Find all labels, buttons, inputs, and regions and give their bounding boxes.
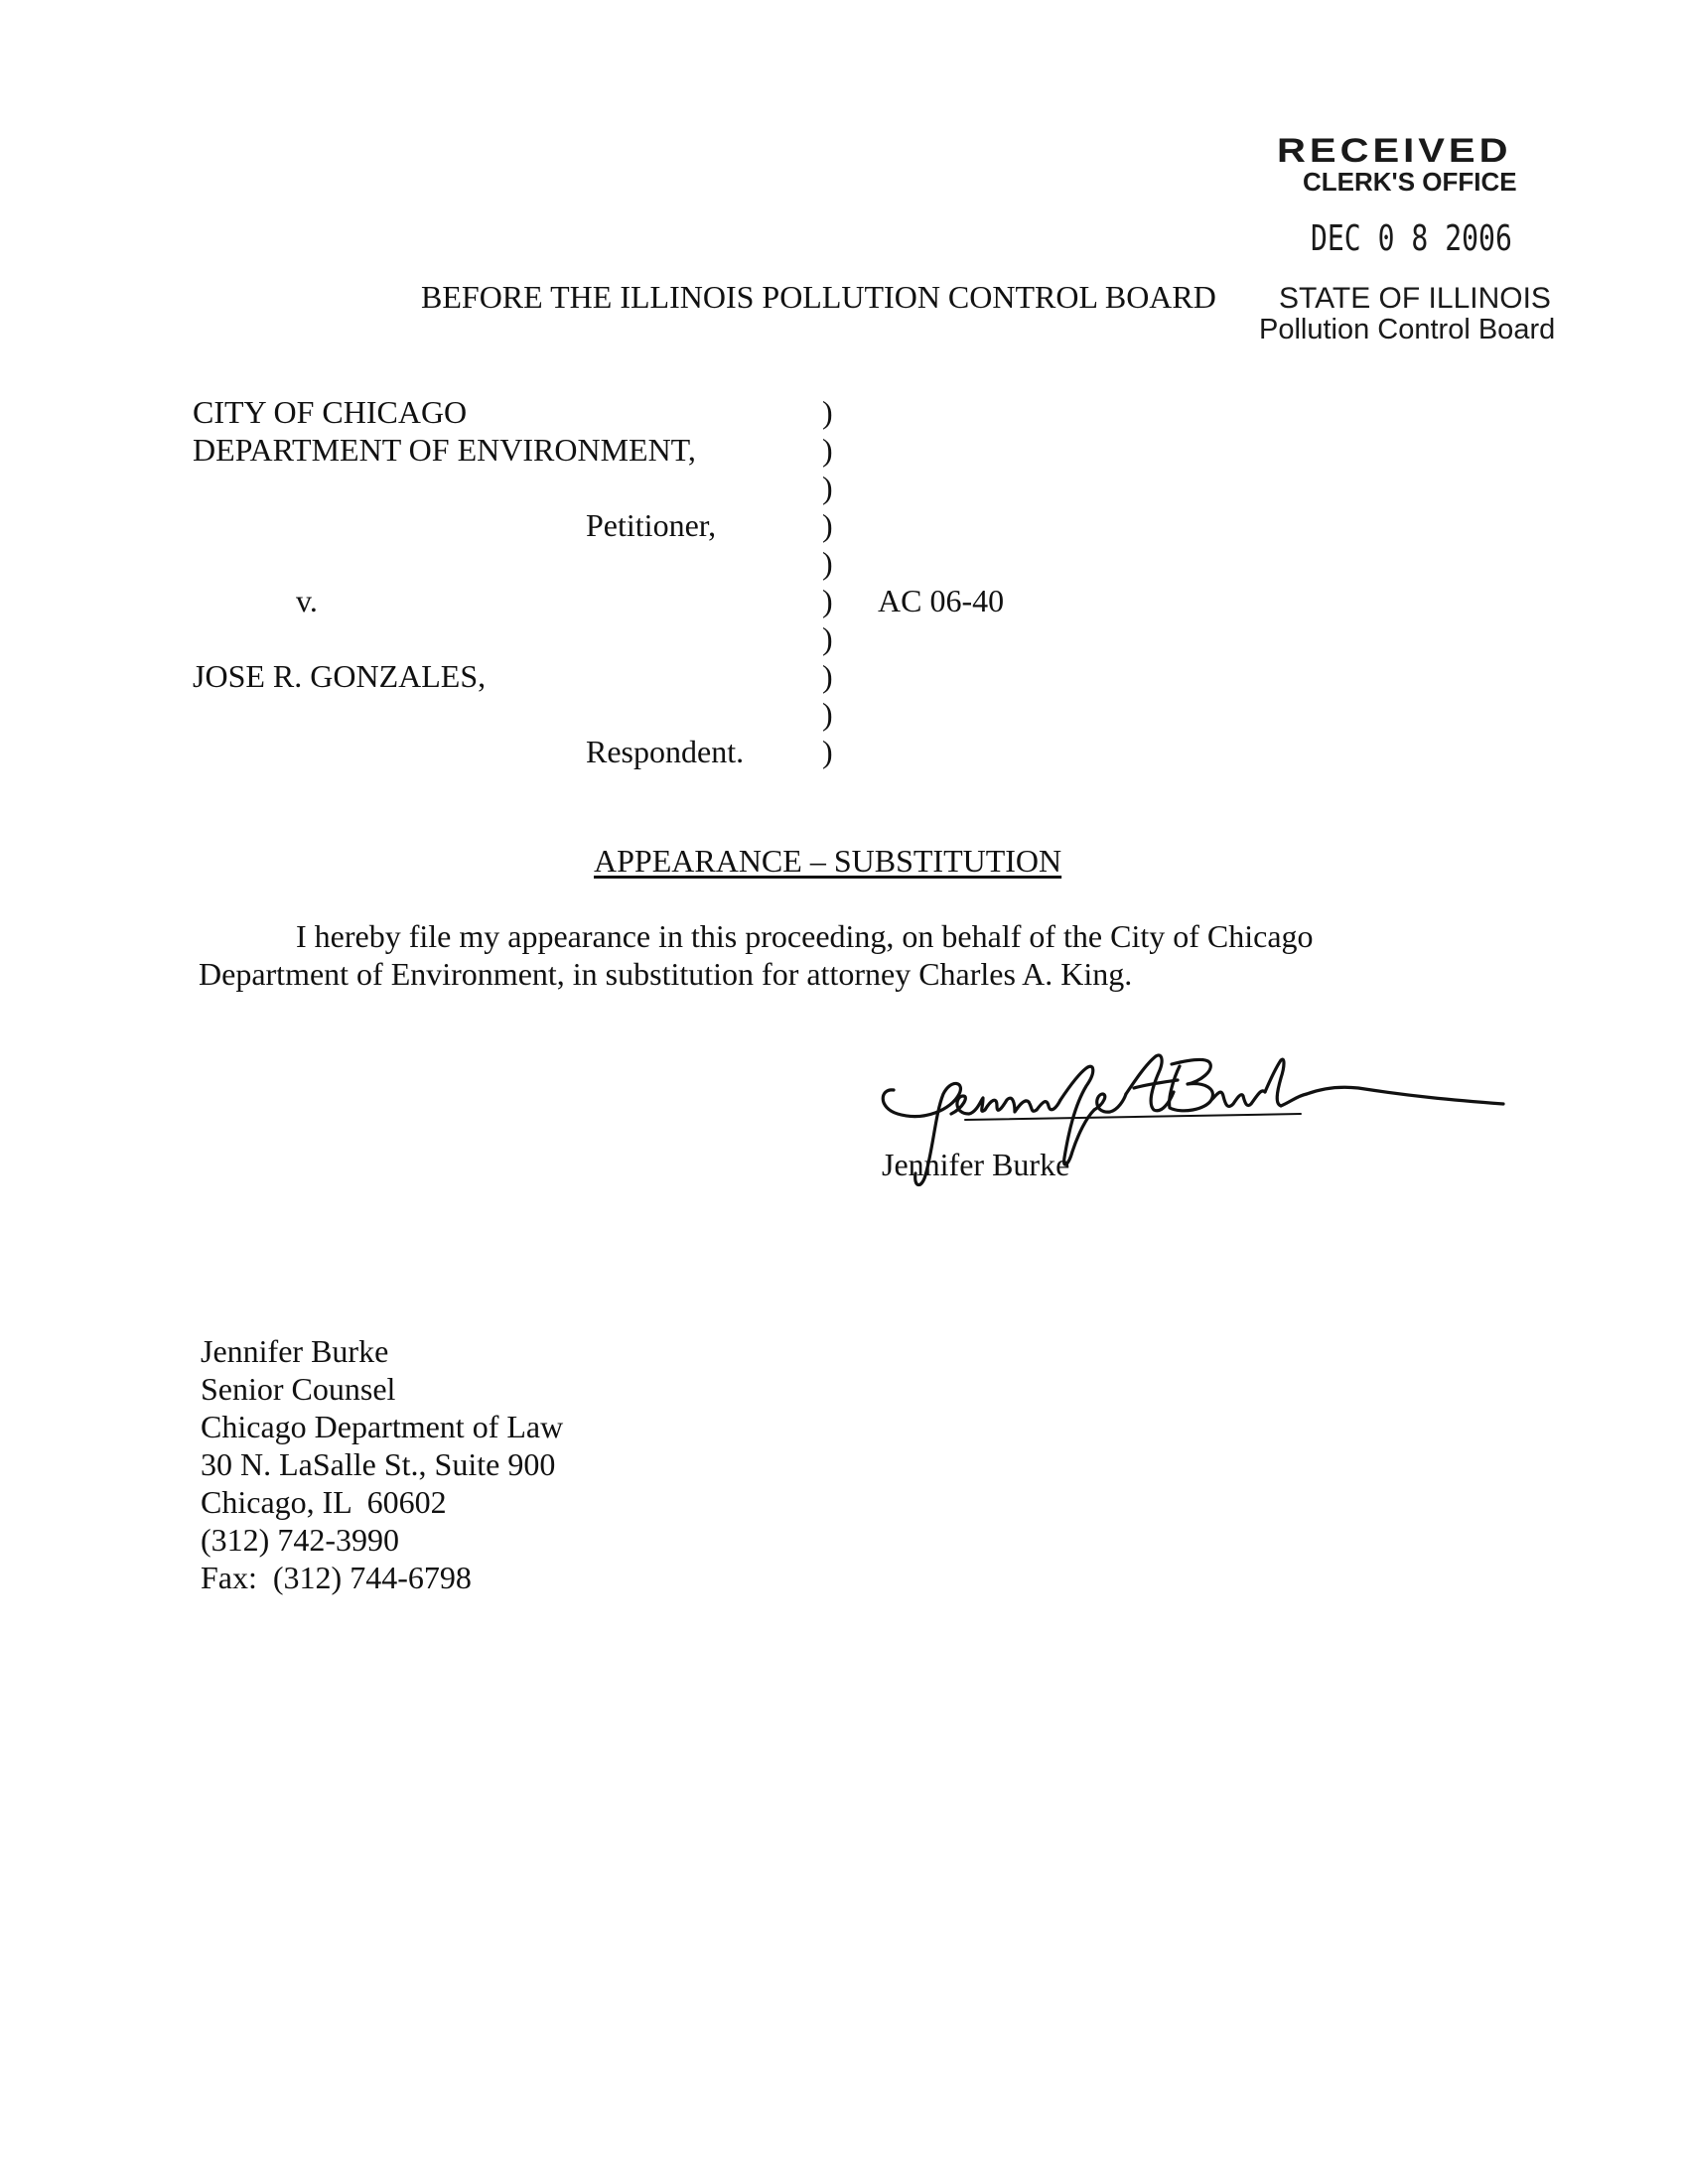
caption-paren: ) bbox=[822, 507, 833, 543]
caption-paren: ) bbox=[822, 696, 833, 732]
case-number: AC 06-40 bbox=[878, 583, 1005, 618]
stamp-clerks-office: CLERK'S OFFICE bbox=[1303, 167, 1517, 197]
body-line-2: Department of Environment, in substitution for attorney Charles A. King. bbox=[199, 956, 1133, 992]
caption-paren: ) bbox=[822, 545, 833, 581]
respondent-name: JOSE R. GONZALES, bbox=[193, 658, 487, 694]
attorney-street: 30 N. LaSalle St., Suite 900 bbox=[201, 1446, 556, 1482]
stamp-received: RECEIVED bbox=[1277, 132, 1512, 170]
petitioner-name-line2: DEPARTMENT OF ENVIRONMENT, bbox=[193, 432, 696, 468]
caption-paren: ) bbox=[822, 394, 833, 430]
attorney-city: Chicago, IL 60602 bbox=[201, 1484, 447, 1520]
caption-paren: ) bbox=[822, 432, 833, 468]
petitioner-name-line1: CITY OF CHICAGO bbox=[193, 394, 468, 430]
signature-printed-name: Jennifer Burke bbox=[882, 1147, 1070, 1182]
signature-block bbox=[201, 1332, 563, 1596]
respondent-role: Respondent. bbox=[586, 734, 745, 769]
attorney-fax: Fax: (312) 744-6798 bbox=[201, 1560, 472, 1595]
body-line-1-text: I hereby file my appearance in this proceeding, on behalf of the City of Chicago bbox=[296, 918, 1314, 954]
handwritten-signature bbox=[874, 1048, 1509, 1207]
stamp-board: Pollution Control Board bbox=[1259, 314, 1556, 345]
document-title: APPEARANCE – SUBSTITUTION bbox=[594, 843, 1062, 879]
petitioner-role: Petitioner, bbox=[586, 507, 717, 543]
attorney-title: Senior Counsel bbox=[201, 1371, 396, 1407]
stamp-date: DEC 0 8 2006 bbox=[1311, 218, 1512, 259]
caption-paren: ) bbox=[822, 734, 833, 769]
caption-paren: ) bbox=[822, 658, 833, 694]
caption-paren: ) bbox=[822, 583, 833, 618]
attorney-office: Chicago Department of Law bbox=[201, 1409, 564, 1444]
caption-paren: ) bbox=[822, 620, 833, 656]
court-header: BEFORE THE ILLINOIS POLLUTION CONTROL BOARD bbox=[421, 279, 1216, 315]
versus: v. bbox=[296, 583, 318, 618]
stamp-state: STATE OF ILLINOIS bbox=[1279, 282, 1551, 315]
attorney-phone: (312) 742-3990 bbox=[201, 1522, 399, 1558]
attorney-name: Jennifer Burke bbox=[201, 1333, 389, 1369]
body-line-1 bbox=[199, 917, 1390, 955]
body-paragraph bbox=[199, 917, 1390, 993]
caption-paren: ) bbox=[822, 470, 833, 505]
